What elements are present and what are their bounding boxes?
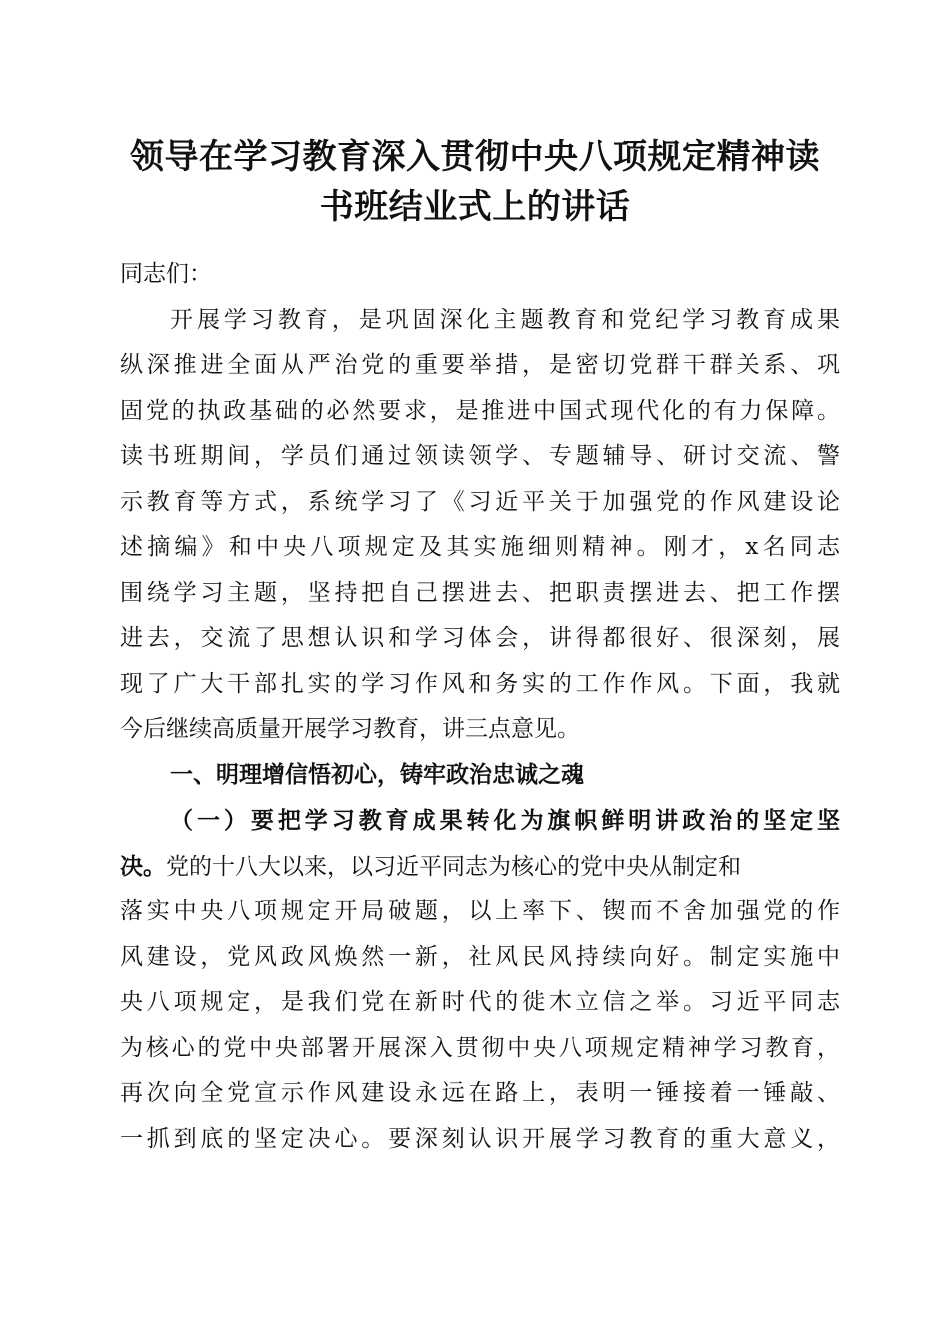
title-line-2: 书班结业式上的讲话 xyxy=(319,187,631,227)
paragraph-line xyxy=(120,844,840,890)
paragraph-line: 开展学习教育，是巩固深化主题教育和党纪学习教育成果 xyxy=(170,306,840,333)
section-heading: 一、明理增信悟初心，铸牢政治忠诚之魂 xyxy=(170,761,584,788)
document-title xyxy=(100,132,850,232)
paragraph-line-rest: 党的十八大以来，以习近平同志为核心的党中央从制定和 xyxy=(166,853,741,880)
paragraph-line: 围绕学习主题，坚持把自己摆进去、把职责摆进去、把工作摆 xyxy=(120,579,840,606)
salutation: 同志们： xyxy=(120,261,212,287)
paragraph-line: 央八项规定，是我们党在新时代的徙木立信之举。习近平同志 xyxy=(120,989,840,1015)
paragraph-line: 述摘编》和中央八项规定及其实施细则精神。刚才，x名同志 xyxy=(120,534,840,560)
paragraph-line: 现了广大干部扎实的学习作风和务实的工作作风。下面，我就 xyxy=(120,670,840,697)
paragraph-line: 示教育等方式，系统学习了《习近平关于加强党的作风建设论 xyxy=(120,488,840,515)
paragraph-line: 一抓到底的坚定决心。要深刻认识开展学习教育的重大意义， xyxy=(120,1125,840,1152)
paragraph-line: 纵深推进全面从严治党的重要举措，是密切党群干群关系、巩 xyxy=(120,352,840,378)
title-line-1: 领导在学习教育深入贯彻中央八项规定精神读 xyxy=(130,137,820,177)
paragraph-line: 再次向全党宣示作风建设永远在路上，表明一锤接着一锤敲、 xyxy=(120,1080,840,1106)
subsection-lead-end: 决。 xyxy=(120,852,166,880)
paragraph-line: 落实中央八项规定开局破题，以上率下、锲而不舍加强党的作 xyxy=(120,898,840,924)
paragraph-line: 风建设，党风政风焕然一新，社风民风持续向好。制定实施中 xyxy=(120,943,840,970)
document-body xyxy=(120,252,840,1162)
paragraph-line: 今后继续高质量开展学习教育，讲三点意见。 xyxy=(120,716,580,742)
paragraph-line: 进去，交流了思想认识和学习体会，讲得都很好、很深刻，展 xyxy=(120,625,840,651)
subsection-lead: （一）要把学习教育成果转化为旗帜鲜明讲政治的坚定坚 xyxy=(170,807,840,834)
paragraph-line: 为核心的党中央部署开展深入贯彻中央八项规定精神学习教育， xyxy=(120,1034,840,1061)
paragraph-line: 读书班期间，学员们通过领读领学、专题辅导、研讨交流、警 xyxy=(120,443,840,469)
paragraph-line: 固党的执政基础的必然要求，是推进中国式现代化的有力保障。 xyxy=(120,397,840,424)
